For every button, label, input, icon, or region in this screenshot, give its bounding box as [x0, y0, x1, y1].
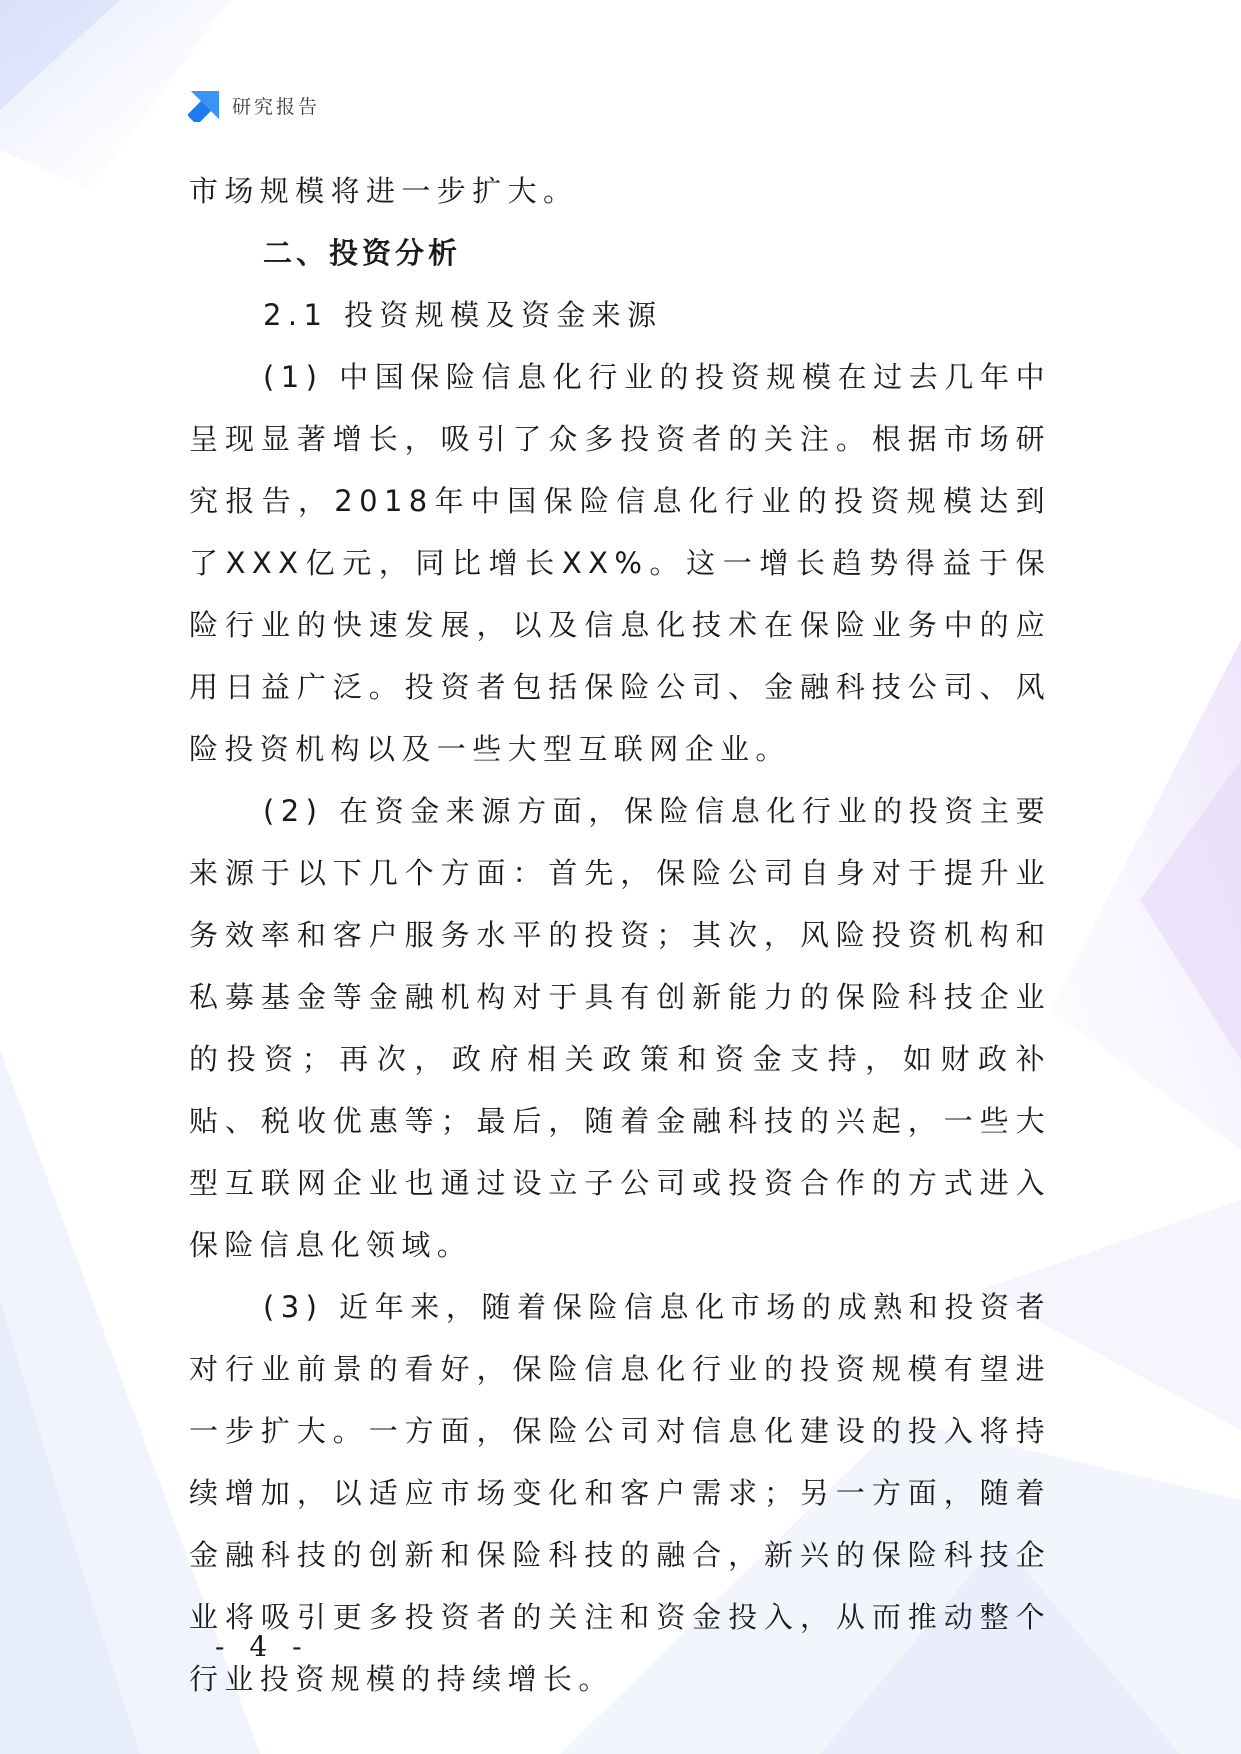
paragraph-1: (1) 中国保险信息化行业的投资规模在过去几年中呈现显著增长，吸引了众多投资者的关注。根据市场研究报告，2018年中国保险信息化行业的投资规模达到了XXX亿元，同比增长XX%。这一增长趋势得益于保险行业的快速发展，以及信息化技术在保险业务中的应用日益广泛。投资者包括保险公司、金融科技公司、风险投资机构以及一些大型互联网企业。: [189, 360, 1051, 766]
paragraph-continuation: 市场规模将进一步扩大。: [189, 174, 579, 208]
arrow-logo-icon: [188, 88, 222, 122]
subsection-heading: 2.1 投资规模及资金来源: [263, 298, 663, 332]
section-heading: 二、投资分析: [263, 236, 462, 270]
paragraph-3: (3) 近年来，随着保险信息化市场的成熟和投资者对行业前景的看好，保险信息化行业的投资规模有望进一步扩大。一方面，保险公司对信息化建设的投入将持续增加，以适应市场变化和客户需求；另一方面，随着金融科技的创新和保险科技的融合，新兴的保险科技企业将吸引更多投资者的关注和资金投入，从而推动整个行业投资规模的持续增长。: [189, 1290, 1051, 1696]
paragraph-2: (2) 在资金来源方面，保险信息化行业的投资主要来源于以下几个方面：首先，保险公司自身对于提升业务效率和客户服务水平的投资；其次，风险投资机构和私募基金等金融机构对于具有创新能力的保险科技企业的投资；再次，政府相关政策和资金支持，如财政补贴、税收优惠等；最后，随着金融科技的兴起，一些大型互联网企业也通过设立子公司或投资合作的方式进入保险信息化领域。: [189, 794, 1051, 1262]
page-number: - 4 -: [215, 1630, 310, 1663]
report-header: [188, 88, 320, 122]
document-body: [189, 160, 1051, 1710]
header-title: 研究报告: [232, 95, 321, 118]
